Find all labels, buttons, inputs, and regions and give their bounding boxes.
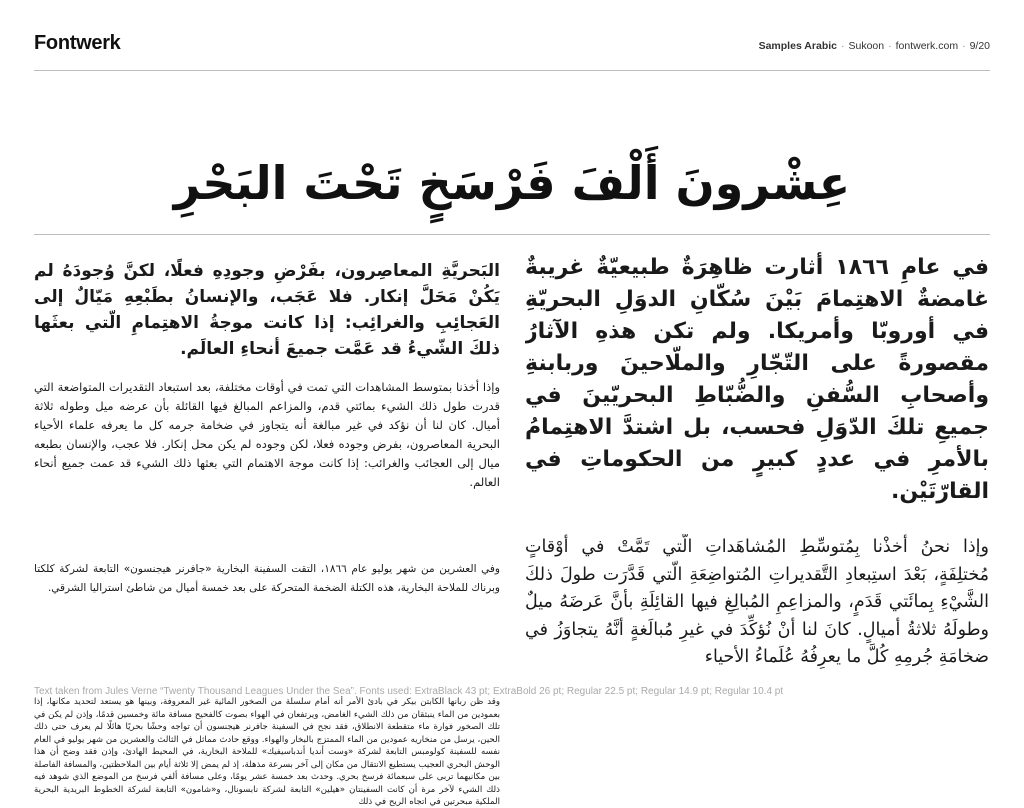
regular-medium-sample-paragraph-2: وفي العشرين من شهر يوليو عام ١٨٦٦، التقت السفينة البخارية «جافرنر هيجنسون» التابعة لشركة كلكتا وبرناك للملاحة البخارية، هذه الكتلة الضخمة المتحركة على بعد خمسة أميال من شاطئ استراليا الشرقي.: [34, 563, 500, 594]
title-divider: [34, 234, 990, 235]
meta-section: Samples Arabic: [758, 40, 837, 52]
meta-site: fontwerk.com: [895, 40, 959, 52]
meta-page-number: 9/20: [969, 40, 990, 52]
right-column: [525, 252, 989, 754]
header-meta: [759, 40, 990, 52]
left-column: [34, 258, 500, 808]
extrabold-sample-paragraph: في عامِ ١٨٦٦ أثارت ظاهِرَةٌ طبيعيّةٌ غريبةٌ غامضةٌ الاهتِمامَ بَيْنَ سُكّانِ الدوَلِ البحريّةِ في أوروبّا وأمريكا. ولم تكن هذهِ الآثارُ مقصورةً على التّجّارِ والملّاحينَ وربابنةِ وأصحابِ السُّفنِ والضُّبّاطِ البحريّينَ في جميعِ تلكَ الدّوَلِ فحسب، بل اشتدَّ الاهتِمامُ بالأمرِ في عددٍ كبيرٍ من الحكوماتِ في القارّتَيْن.: [525, 255, 989, 504]
source-credit-footer: Text taken from Jules Verne “Twenty Thousand Leagues Under the Sea”. Fonts used: ExtraBlack 43 pt; ExtraBold 26 pt; Regular 22.5 pt; Regular 14.9 pt; Regular 10.4 pt: [34, 686, 784, 697]
separator-dot: ·: [962, 40, 966, 52]
separator-dot: ·: [888, 40, 892, 52]
bold-sample-paragraph: البَحريَّةِ المعاصِرون، بفَرْضِ وجودِهِ فعلًا، لكنَّ وُجودَهُ لم يَكُنْ مَحَلَّ إنكار. فلا عَجَب، والإنسانُ بطَبْعِهِ مَيّالٌ إلى العَجائِبِ والغرائِب: إذا كانت موجةُ الاهتِمامِ الّتي بعثَها ذلكَ الشّيءُ قد عَمَّت جميعَ أنحاءِ العالَم.: [34, 261, 500, 359]
meta-family: Sukoon: [848, 40, 885, 52]
regular-medium-sample-paragraph: وإذا أخذنا بمتوسط المشاهدات التي تمت في أوقات مختلفة، بعد استبعاد التقديرات المتواضعة التي قدرت طول ذلك الشيء بمائتي قدم، والمزاعم المبالغ فيها القائلة بأن عرضه ميل وطوله ثلاثة أميال. كان لنا أن نؤكد في غير مبالغة أنه يتجاوز في ضخامة جرمه كل ما يعرفه علماء الأحياء البحرية المعاصرون، بفرض وجوده فعلا، لكن وجوده لم يكن محل إنكار. فلا عجب، والإنسان بطبعه ميال إلى العجائب والغرائب: إذا كانت موجة الاهتمام التي بعثها ذلك الشيء قد عمت جميع أنحاء العالم.: [34, 380, 500, 489]
separator-dot: ·: [841, 40, 845, 52]
page-header: [34, 30, 990, 71]
fontwerk-logo: Fontwerk: [34, 32, 121, 54]
sample-title: عِشْرونَ أَلْفَ فَرْسَخٍ تَحْتَ البَحْرِ: [173, 156, 851, 210]
regular-small-sample-paragraph: وقد ظن ربانها الكابتن بيكر في بادئ الأمر أنه أمام سلسلة من الصخور المائية غير المعروفة، وبينها هو يستعد لتحديد مكانها، إذا بعمودين من الماء ينبثقان من ذلك الشيء الغامض، ويرتفعان في الهواء بصوت كالفحيح مسافة مائة وخمسين قدمًا، وإذن لم يكن في تلك الصخور فوارة ماء متقطعة الانطلاق، فقد نجح في السفينة جافرنر هيجنسون أن تواجه وحشًا بحريًا هائلًا لم يعرف حتى ذلك الحين، يرسل من منخاريه عمودين من الماء الممتزج بالبخار والهواء. ووقع حادث مماثل في الثالث والعشرين من شهر يوليو في العام نفسه للسفينة كولومبس التابعة لشركة «وست أنديا أندباسيفيك» للملاحة البخارية، في المحيط الهادئ، وإذن فقد وضح أن هذا الوحش البحري العجيب يستطيع الانتقال من مكان إلى آخر بسرعة مذهلة، إذ لم يمض إلا ثلاثة أيام بين الملاحظتين، والمسافة الفاصلة بين مكانيهما تربى على سبعمائة فرسخ بحري. وحدث بعد خمسة عشر يومًا، وعلى مسافة ألفي فرسخ من الموضع الذي شوهد فيه ذلك الشيء لآخر مرة أن كانت السفينتان «هيلين» التابعة لشركة نابسونال، و«شامون» التابعة لشركة الخطوط البريدية البحرية الملكية مبحرتين في اتجاه الريح في ذلك: [34, 697, 500, 807]
regular-large-sample-paragraph: وإذا نحنُ أخذْنا بِمُتوسِّطِ المُشاهَداتِ الّتي تَمَّتْ في أوْقاتٍ مُختلِفَةٍ، بَعْدَ استِبعادِ التَّقديراتِ المُتواضِعَةِ الّتي قَدَّرَت طولَ ذلكَ الشَّيْءِ بِمائَتي قَدَمٍ، والمزاعِمِ المُبالِغِ فيها القائِلَةِ بأنَّ عَرضَهُ ميلٌ وطولَهُ ثلاثةُ أميالٍ. كانَ لنا أنْ نُؤكِّدَ في غيرِ مُبالَغةٍ أنَّهُ يتجاوَزُ في ضخامَةِ جُرمِهِ كُلَّ ما يعرِفُهُ عُلَماءُ الأحياء: [525, 537, 989, 667]
